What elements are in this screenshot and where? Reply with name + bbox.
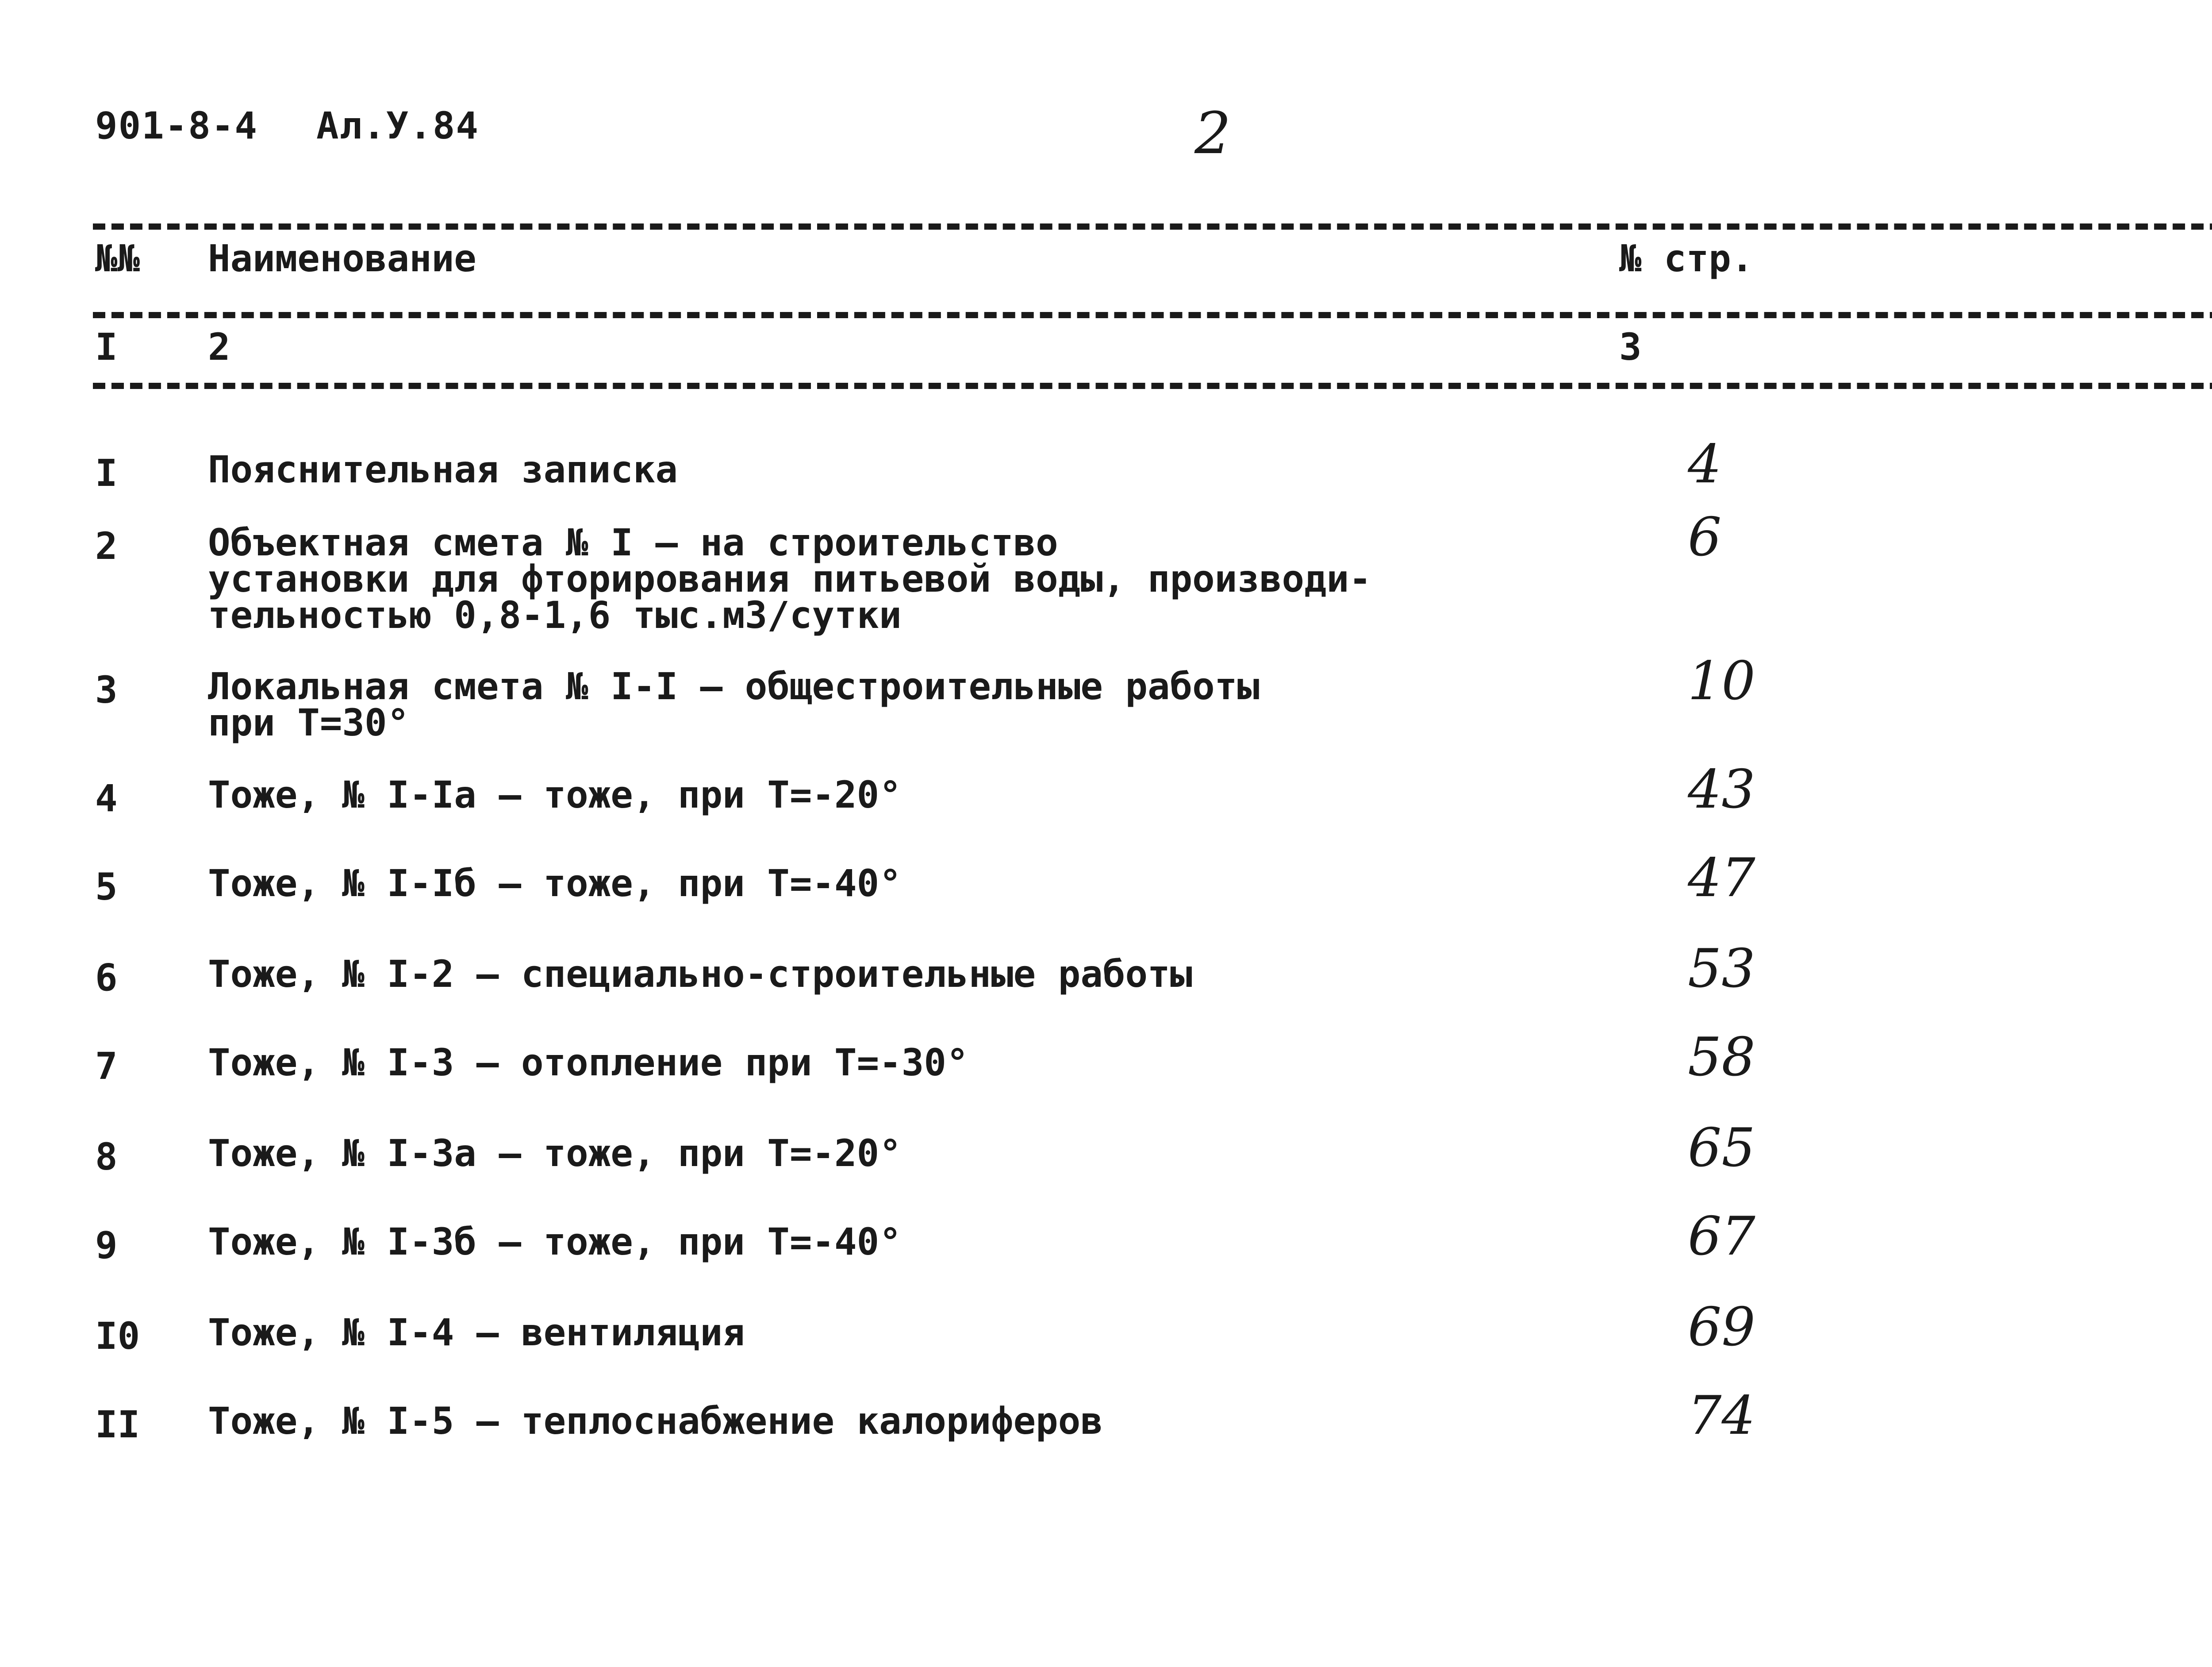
table-row: [0, 759, 2212, 865]
row-name: Пояснительная записка: [208, 448, 678, 491]
document-reference: Ал.У.84: [316, 104, 480, 147]
row-page: 4: [1688, 434, 1722, 495]
page-number: 2: [1194, 100, 1231, 167]
row-name: Тоже, № I-Iб – тоже, при Т=-40°: [208, 862, 902, 905]
table-row: [0, 1385, 2212, 1491]
column-number-3: 3: [1619, 325, 1642, 369]
row-number: I0: [95, 1314, 140, 1358]
row-name: Тоже, № I-Iа – тоже, при Т=-20°: [208, 773, 902, 816]
row-name: Тоже, № I-2 – специально-строительные работы: [208, 952, 1193, 996]
row-number: 4: [95, 777, 118, 820]
column-header-name: Наименование: [208, 237, 476, 280]
row-page: 67: [1688, 1206, 1755, 1267]
rule-numbers-bottom: [93, 383, 2212, 389]
rule-header-bottom: [93, 312, 2212, 318]
document-code: 901-8-4: [95, 104, 258, 147]
row-page: 53: [1688, 938, 1755, 1000]
row-name: Тоже, № I-4 – вентиляция: [208, 1311, 745, 1354]
row-number: 7: [95, 1044, 118, 1088]
row-number: 2: [95, 524, 118, 568]
table-row: [0, 1117, 2212, 1224]
row-page: 65: [1688, 1117, 1755, 1179]
row-name: Локальная смета № I-I – общестроительные работы при Т=30°: [208, 665, 1260, 744]
row-number: I: [95, 451, 118, 495]
row-page: 10: [1688, 651, 1755, 712]
row-name: Объектная смета № I – на строительство установки для фторирования питьевой воды, производи- тельностью 0,8-1,6 тыс.м3/сутки: [208, 521, 1371, 637]
row-name: Тоже, № I-3а – тоже, при Т=-20°: [208, 1132, 902, 1175]
rule-top: [93, 223, 2212, 230]
table-row: [0, 1027, 2212, 1133]
table-row: [0, 1206, 2212, 1312]
row-page: 74: [1688, 1385, 1755, 1447]
row-name: Тоже, № I-5 – теплоснабжение калориферов: [208, 1399, 1103, 1443]
table-row: [0, 847, 2212, 954]
row-name: Тоже, № I-3 – отопление при Т=-30°: [208, 1041, 969, 1084]
row-number: 3: [95, 668, 118, 712]
row-page: 58: [1688, 1027, 1755, 1088]
row-number: 8: [95, 1135, 118, 1178]
row-number: 5: [95, 865, 118, 909]
column-number-1: I: [95, 325, 118, 369]
table-row: [0, 938, 2212, 1044]
table-row: [0, 507, 2212, 637]
column-number-2: 2: [208, 325, 230, 369]
row-name: Тоже, № I-3б – тоже, при Т=-40°: [208, 1220, 902, 1263]
row-page: 47: [1688, 847, 1755, 909]
table-row: [0, 651, 2212, 757]
row-number: 6: [95, 956, 118, 999]
row-number: 9: [95, 1224, 118, 1267]
row-page: 69: [1688, 1297, 1755, 1358]
column-header-page: № стр.: [1619, 237, 1754, 280]
row-page: 43: [1688, 759, 1755, 820]
row-page: 6: [1688, 507, 1722, 568]
row-number: II: [95, 1403, 140, 1446]
column-header-number: №№: [95, 237, 140, 280]
table-row: [0, 1297, 2212, 1403]
